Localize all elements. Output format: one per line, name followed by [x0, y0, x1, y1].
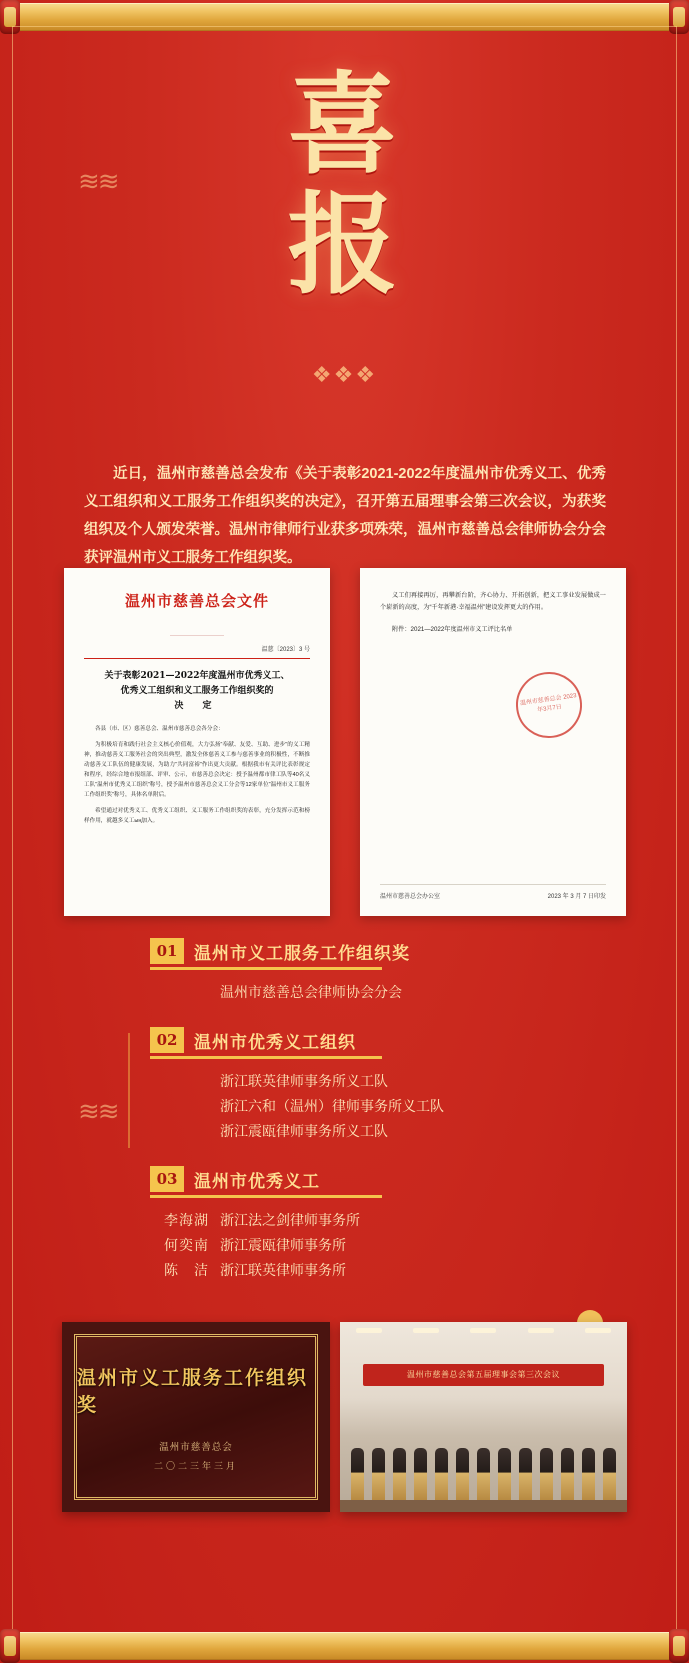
document-2-para-1: 附件：2021—2022年度温州市义工评比名单: [392, 626, 513, 633]
scroll-cap-right-bottom: [669, 1629, 689, 1663]
document-1-inner: [64, 568, 330, 854]
document-2-body: [380, 590, 606, 636]
scroll-cap-right-bottom-inner: [673, 1636, 685, 1656]
award-org-name: 浙江六和（温州）律师事务所义工队: [220, 1098, 444, 1114]
document-1-title-line1: 关于表彰2021—2022年度温州市优秀义工、: [104, 671, 290, 681]
meeting-banner-text: 温州市慈善总会第五届理事会第三次会议: [363, 1364, 604, 1386]
list-item: [164, 1233, 620, 1258]
document-card-1: [64, 568, 330, 916]
scroll-rod-top: [0, 0, 689, 34]
award-head-01: [150, 938, 620, 964]
ceiling-lights-icon: [340, 1328, 627, 1338]
award-head-03: [150, 1166, 620, 1192]
scroll-cap-right-inner: [673, 7, 685, 27]
document-1-rule: [84, 658, 310, 659]
award-vertical-line: [128, 1033, 130, 1148]
document-1-para-2: 希望通过对优秀义工、优秀义工组织、义工服务工作组织奖的表彰，充分发挥示范和榜样作用，就越多义工ың加入。: [84, 808, 310, 824]
document-1-para-1: 为积极培育和践行社会主义核心价值观，大力弘扬“奉献、友爱、互助、进步”的义工精神，推动慈善义工服务社会的突出典型，激发全体慈善义工参与慈善事业的积极性，不断推动慈善义工队伍的健康发展，为助力“共同富裕”作出更大贡献。根据我市有关评比表彰规定和程序，经综合地市报组部、评审、公示，市慈善总会决定：授予温州都市律工队等40名义工队“温州市优秀义工组织”称号，授予温州市慈善总会义工分会等12家单位“温州市义工服务工作组织奖”称号，具体名单附后。: [84, 742, 310, 798]
list-item: [164, 1258, 620, 1283]
document-2-footer: [380, 884, 606, 900]
cloud-motif-icon: ≋≋: [78, 166, 118, 196]
list-item: [164, 1069, 620, 1094]
document-1-para-0: 各县（市、区）慈善总会、温州市慈善总会各分会：: [95, 726, 224, 732]
list-item: [164, 1119, 620, 1144]
award-number-03: 03: [150, 1166, 184, 1192]
photo-gallery: [62, 1322, 627, 1512]
award-person-name: 李海湖: [164, 1212, 209, 1228]
document-1-title: [84, 669, 310, 714]
award-items-02: [150, 1059, 620, 1144]
award-block-03: [150, 1166, 620, 1283]
award-org-name: 浙江法之剑律师事务所: [220, 1212, 360, 1228]
award-block-02: [150, 1027, 620, 1144]
award-org-name: 浙江震瓯律师事务所义工队: [220, 1123, 388, 1139]
scroll-bar-top: [20, 3, 669, 31]
award-number-02: 02: [150, 1027, 184, 1053]
document-1-title-line2: 优秀义工组织和义工服务工作组织奖的: [120, 686, 274, 696]
award-items-01: [150, 970, 620, 1005]
title-char-xi: 喜: [287, 60, 402, 189]
list-item: [164, 1208, 620, 1233]
plaque-issuer: 温州市慈善总会: [159, 1441, 233, 1453]
cloud-motif-icon-2: ≋≋: [78, 1096, 118, 1126]
ornament-divider-icon: ❖❖❖: [311, 362, 378, 387]
list-item: [164, 980, 620, 1005]
scroll-cap-right: [669, 0, 689, 34]
scroll-cap-left: [0, 0, 20, 34]
plaque-main-text: 温州市义工服务工作组织奖: [77, 1366, 309, 1416]
scroll-cap-left-bottom-inner: [4, 1636, 16, 1656]
award-head-02: [150, 1027, 620, 1053]
meeting-stage: [340, 1500, 627, 1512]
award-block-01: [150, 938, 620, 1005]
meeting-hall: [340, 1322, 627, 1512]
award-org-name: 浙江联英律师事务所: [220, 1262, 346, 1278]
award-title-03: 温州市优秀义工: [194, 1171, 320, 1192]
scroll-rod-bottom: [0, 1629, 689, 1663]
document-1-title-line3: 决 定: [174, 701, 220, 711]
scroll-cap-left-inner: [4, 7, 16, 27]
award-org-name: 浙江联英律师事务所义工队: [220, 1073, 388, 1089]
plaque-surface: [74, 1334, 318, 1500]
award-items-03: [150, 1198, 620, 1283]
award-title-02: 温州市优秀义工组织: [194, 1032, 356, 1053]
photo-award-plaque: [62, 1322, 330, 1512]
document-images: [64, 568, 626, 916]
award-number-01: 01: [150, 938, 184, 964]
lead-paragraph: 近日，温州市慈善总会发布《关于表彰2021-2022年度温州市优秀义工、优秀义工组织和义工服务工作组织奖的决定》，召开第五届理事会第三次会议，为获奖组织及个人颁发荣誉。温州市律师行业获多项殊荣，温州市慈善总会律师协会分会获评温州市义工服务工作组织奖。: [84, 466, 606, 566]
title-char-bao: 报: [287, 180, 402, 309]
scroll-bar-bottom: [20, 1632, 669, 1660]
document-2-footer-right: 2023 年 3 月 7 日印发: [547, 894, 606, 900]
meeting-attendees: [351, 1432, 615, 1502]
document-1-header: 温州市慈善总会文件: [124, 592, 269, 610]
document-2-footer-left: 温州市慈善总会办公室: [380, 894, 441, 900]
document-1-number: 温慈〔2023〕3 号: [261, 647, 310, 653]
award-list: [150, 938, 620, 1305]
official-seal-icon: 温州市慈善总会 2023年3月7日: [512, 668, 587, 743]
award-org-name: 浙江震瓯律师事务所: [220, 1237, 346, 1253]
award-title-01: 温州市义工服务工作组织奖: [194, 943, 410, 964]
scroll-cap-left-bottom: [0, 1629, 20, 1663]
document-card-2: [360, 568, 626, 916]
list-item: [164, 1094, 620, 1119]
document-1-body: [84, 724, 310, 826]
document-2-inner: [360, 568, 626, 668]
photo-meeting: [340, 1322, 627, 1512]
award-org-name: 温州市慈善总会律师协会分会: [220, 984, 402, 1000]
award-person-name: 何奕南: [164, 1237, 209, 1253]
award-person-name: 陈 洁: [164, 1262, 209, 1278]
plaque-date: 二〇二三年三月: [153, 1460, 238, 1471]
document-2-para-0: 义工们再接再厉，再攀新台阶，齐心协力、开拓创新，把义工事业发展做成一个崭新的高度，为“千年新港·幸福温州”建设发挥更大的作用。: [380, 592, 606, 611]
document-emblem-icon: [170, 617, 224, 636]
